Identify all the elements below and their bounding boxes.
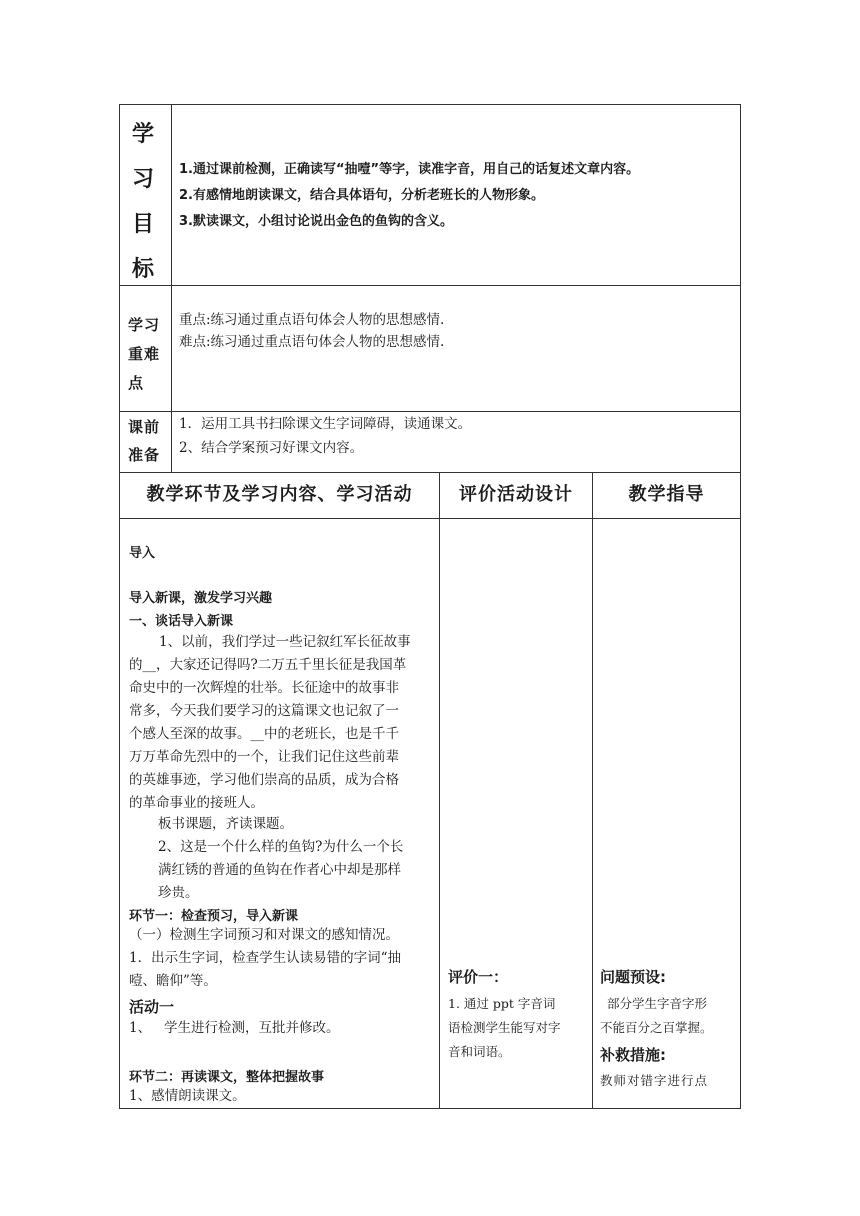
goal-item: 3.默读课文，小组讨论说出金色的鱼钩的含义。 xyxy=(179,214,453,229)
step-2-title: 环节二：再读课文，整体把握故事 xyxy=(129,1070,325,1085)
focus-line: 重点:练习通过重点语句体会人物的思想感情. xyxy=(179,312,445,328)
focus-text xyxy=(179,309,735,353)
prep-label-line: 课前 xyxy=(128,418,161,436)
goals-label-char: 习 xyxy=(131,167,154,192)
guidance-line: 教师对错字进行点 xyxy=(600,1073,709,1088)
goal-item: 1.通过课前检测，正确读写“抽噎”等字，读准字音，用自己的话复述文章内容。 xyxy=(179,162,640,177)
guidance-title-problem: 问题预设: xyxy=(600,968,666,986)
para1-line: 常多，今天我们要学习的这篇课文也记叙了一 xyxy=(129,703,399,719)
guidance-problem-text xyxy=(600,992,738,1040)
step-1-title: 环节一：检查预习，导入新课 xyxy=(129,909,299,924)
prep-line: 1．运用工具书扫除课文生字词障碍，读通课文。 xyxy=(179,416,472,432)
guidance-remedy-text xyxy=(600,1069,738,1093)
header-evaluation: 评价活动设计 xyxy=(459,484,573,505)
evaluation-line: 1. 通过 ppt 字音词 xyxy=(448,996,556,1011)
prep-label-line: 准备 xyxy=(128,446,161,464)
para1-line: 的英雄事迹，学习他们崇高的品质，成为合格 xyxy=(129,772,399,788)
intro-subtitle: 导入新课，激发学习兴趣 xyxy=(129,591,273,606)
step-2-item: 1、感情朗读课文。 xyxy=(129,1088,246,1104)
goal-item: 2.有感情地朗读课文，结合具体语句，分析老班长的人物形象。 xyxy=(179,188,544,203)
step1b-line: 噎、瞻仰”等。 xyxy=(129,973,217,989)
intro-paragraph-3 xyxy=(158,836,438,905)
prep-label xyxy=(128,413,168,469)
evaluation-text xyxy=(448,992,590,1064)
intro-paragraph-2: 板书课题，齐读课题。 xyxy=(158,816,293,832)
para1-line: 万万革命先烈中的一个，让我们记住这些前辈 xyxy=(129,749,399,765)
focus-line: 难点:练习通过重点语句体会人物的思想感情. xyxy=(179,334,445,350)
guidance-line: 不能百分之百掌握。 xyxy=(600,1020,713,1035)
focus-label xyxy=(128,311,168,398)
para1-line: 的__，大家还记得吗?二万五千里长征是我国革 xyxy=(129,657,407,673)
step1b-line: 1．出示生字词，检查学生认读易错的字词“抽 xyxy=(129,950,401,966)
evaluation-title: 评价一： xyxy=(448,968,509,986)
goals-label-char: 标 xyxy=(131,257,154,282)
activity-1-title: 活动一 xyxy=(129,998,175,1016)
intro-paragraph-1 xyxy=(129,631,434,815)
header-guidance: 教学指导 xyxy=(628,484,705,505)
header-activities: 教学环节及学习内容、学习活动 xyxy=(146,484,413,505)
guidance-title-remedy: 补救措施: xyxy=(600,1046,666,1064)
para1-line: 1、以前，我们学过一些记叙红军长征故事 xyxy=(159,634,411,650)
goals-list xyxy=(179,157,735,235)
goals-label-char: 目 xyxy=(131,212,154,237)
section-1-title: 一、谈话导入新课 xyxy=(129,614,234,629)
step-1-item-a: （一）检测生字词预习和对课文的感知情况。 xyxy=(129,927,399,943)
para3-line: 满红锈的普通的鱼钩在作者心中却是那样 xyxy=(158,862,401,878)
para1-line: 个感人至深的故事。__中的老班长，也是千千 xyxy=(129,726,399,742)
para1-line: 命史中的一次辉煌的壮举。长征途中的故事非 xyxy=(129,680,399,696)
focus-label-line: 点 xyxy=(128,374,145,392)
evaluation-line: 音和词语。 xyxy=(448,1044,511,1059)
para3-line: 2、这是一个什么样的鱼钩?为什么一个长 xyxy=(158,839,404,855)
step-1-item-b xyxy=(129,947,437,993)
guidance-line: 部分学生字音字形 xyxy=(607,996,708,1011)
goals-label xyxy=(128,112,158,292)
prep-line: 2、结合学案预习好课文内容。 xyxy=(179,440,364,456)
intro-title: 导入 xyxy=(129,546,156,561)
prep-text xyxy=(179,412,735,460)
focus-label-line: 重难 xyxy=(128,345,161,363)
goals-label-char: 学 xyxy=(131,122,154,147)
para3-line: 珍贵。 xyxy=(158,885,199,901)
focus-label-line: 学习 xyxy=(128,316,161,334)
evaluation-line: 语检测学生能写对字 xyxy=(448,1020,561,1035)
para1-line: 的革命事业的接班人。 xyxy=(129,795,264,811)
activity-1-item: 1、 学生进行检测，互批并修改。 xyxy=(129,1020,340,1036)
